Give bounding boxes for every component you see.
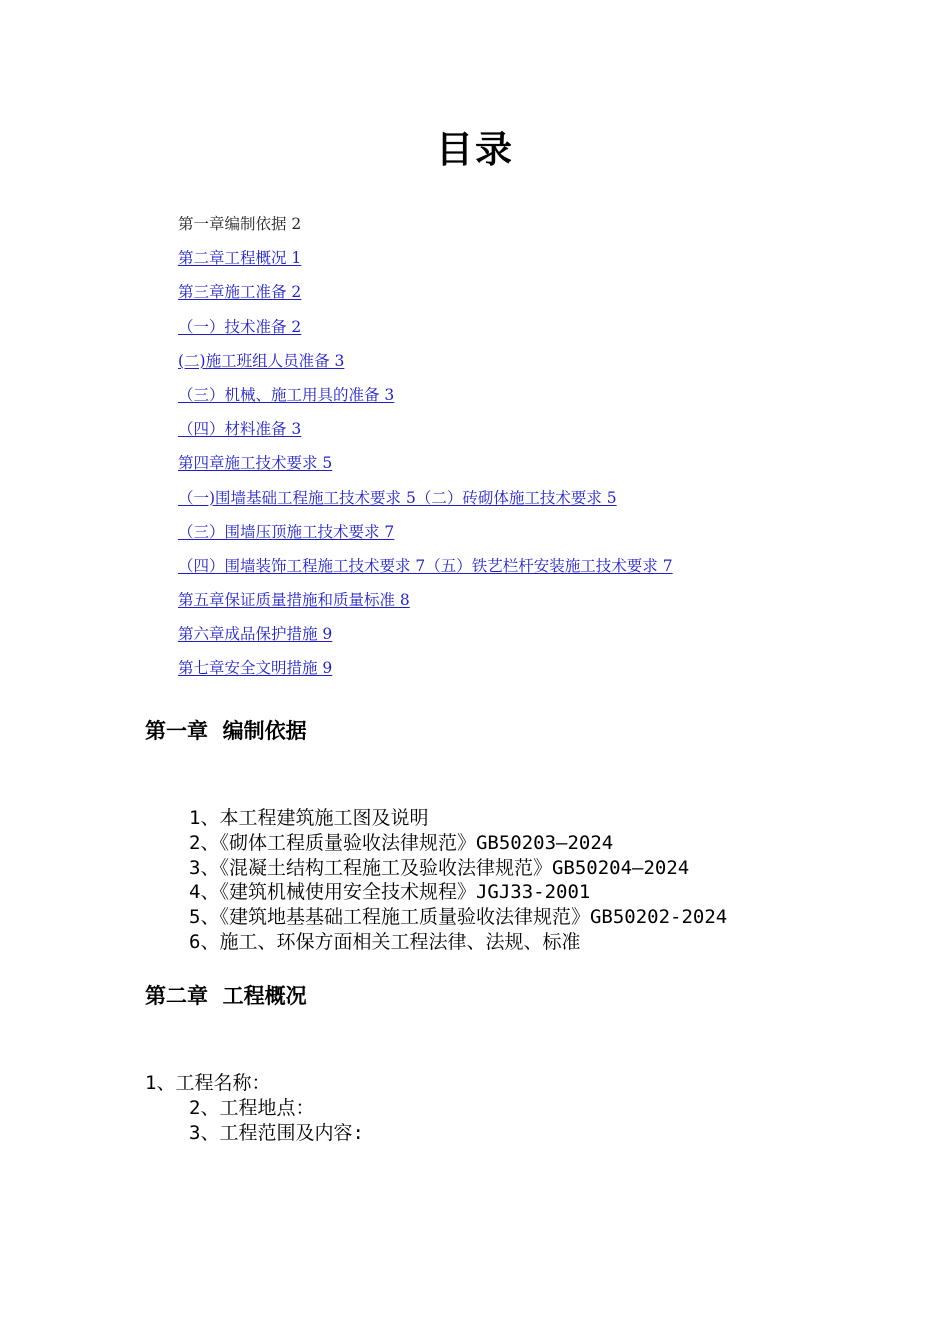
toc-item bbox=[178, 657, 673, 691]
list-item: 5、《建筑地基基础工程施工质量验收法律规范》GB50202-2024 bbox=[189, 906, 728, 929]
project-scope-line: 3、工程范围及内容: bbox=[189, 1122, 364, 1144]
toc-item bbox=[178, 521, 673, 555]
toc-link-crew-prep[interactable]: (二)施工班组人员准备 3 bbox=[178, 351, 345, 370]
toc-link-chapter-2[interactable]: 第二章工程概况 1 bbox=[178, 249, 302, 268]
toc-link-chapter-7[interactable]: 第七章安全文明措施 9 bbox=[178, 659, 333, 678]
toc-item bbox=[178, 589, 673, 623]
toc-link-wall-coping[interactable]: （三）围墙压顶施工技术要求 7 bbox=[178, 522, 395, 541]
toc-link-technical-prep[interactable]: （一）技术准备 2 bbox=[178, 317, 302, 336]
toc-link-decoration-railing[interactable]: （四）围墙装饰工程施工技术要求 7（五）铁艺栏杆安装施工技术要求 7 bbox=[178, 556, 673, 575]
toc-link-chapter-4[interactable]: 第四章施工技术要求 5 bbox=[178, 454, 333, 473]
list-item: 4、《建筑机械使用安全技术规程》JGJ33-2001 bbox=[189, 881, 591, 904]
list-item: 3、《混凝土结构工程施工及验收法律规范》GB50204—2024 bbox=[189, 856, 690, 879]
list-item: 2、《砌体工程质量验收法律规范》GB50203—2024 bbox=[189, 831, 614, 854]
toc-item bbox=[178, 555, 673, 589]
toc-link-chapter-1[interactable]: 第一章编制依据 2 bbox=[178, 215, 302, 233]
toc-item bbox=[178, 384, 673, 418]
toc-item bbox=[178, 487, 673, 521]
chapter-1-heading: 第一章 编制依据 bbox=[145, 719, 307, 743]
toc-item bbox=[178, 281, 673, 315]
toc-item bbox=[178, 247, 673, 281]
toc-title: 目录 bbox=[436, 128, 514, 171]
toc-item bbox=[178, 213, 673, 247]
list-item: 1、本工程建筑施工图及说明 bbox=[189, 807, 429, 829]
toc-link-chapter-5[interactable]: 第五章保证质量措施和质量标准 8 bbox=[178, 591, 410, 610]
project-name-line: 1、工程名称： bbox=[145, 1072, 271, 1094]
toc-item bbox=[178, 350, 673, 384]
toc-item bbox=[178, 452, 673, 486]
project-location-line: 2、工程地点： bbox=[189, 1097, 315, 1119]
toc-item bbox=[178, 316, 673, 350]
toc-link-chapter-3[interactable]: 第三章施工准备 2 bbox=[178, 283, 302, 302]
table-of-contents bbox=[178, 213, 673, 692]
list-item: 6、施工、环保方面相关工程法律、法规、标准 bbox=[189, 930, 581, 953]
toc-link-machinery-prep[interactable]: （三）机械、施工用具的准备 3 bbox=[178, 385, 395, 404]
toc-link-material-prep[interactable]: （四）材料准备 3 bbox=[178, 420, 302, 439]
toc-item bbox=[178, 418, 673, 452]
chapter-2-heading: 第二章 工程概况 bbox=[145, 984, 307, 1008]
toc-link-chapter-6[interactable]: 第六章成品保护措施 9 bbox=[178, 625, 333, 644]
toc-link-foundation-masonry[interactable]: （一)围墙基础工程施工技术要求 5（二）砖砌体施工技术要求 5 bbox=[178, 488, 617, 507]
toc-item bbox=[178, 623, 673, 657]
reference-list bbox=[189, 806, 727, 955]
